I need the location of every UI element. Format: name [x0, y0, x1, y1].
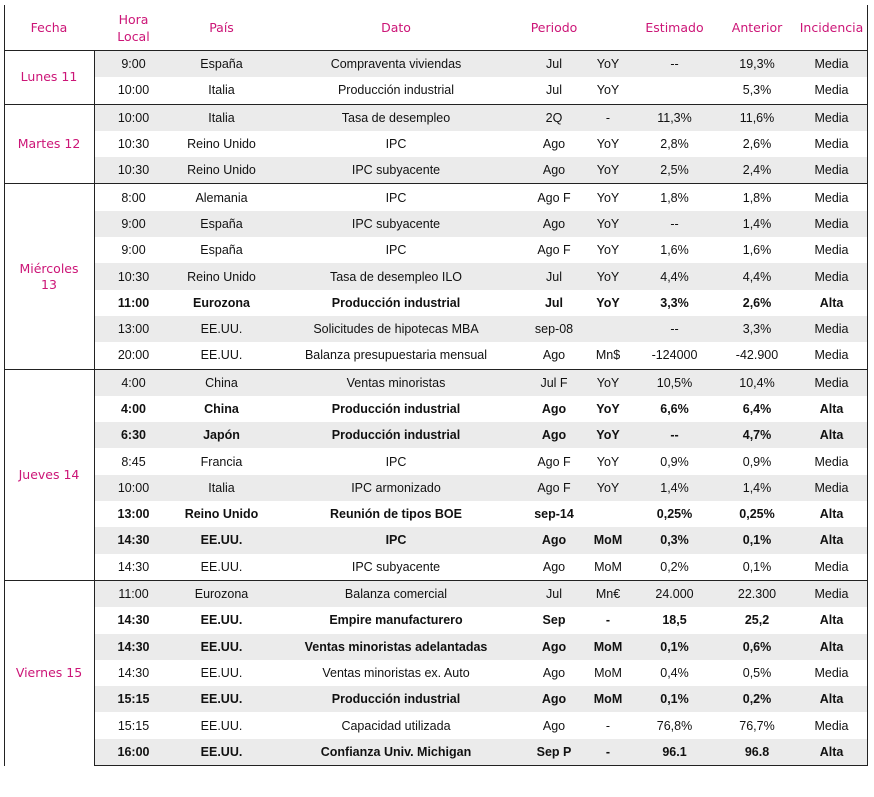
dato-cell: Reunión de tipos BOE [330, 507, 462, 522]
incidencia-cell: Alta [795, 527, 868, 553]
economic-calendar-table [4, 5, 868, 766]
anterior-cell: 1,4% [719, 475, 795, 501]
table-row [4, 396, 868, 422]
header-incidencia: Incidencia [799, 20, 864, 35]
hora-cell: 8:00 [94, 184, 173, 211]
incidencia-cell: Alta [819, 295, 844, 310]
header-estimado: Estimado [645, 20, 704, 35]
header-dato: Dato [381, 20, 411, 35]
estimado-cell: -- [630, 422, 719, 448]
table-row [4, 527, 868, 553]
estimado-cell: -- [630, 211, 719, 237]
day-label [4, 184, 94, 369]
pais-cell: Reino Unido [184, 507, 259, 522]
dato-cell: Ventas minoristas ex. Auto [322, 665, 470, 680]
header-anterior: Anterior [731, 20, 783, 35]
dato-cell: IPC [385, 454, 407, 469]
incidencia-cell: Media [795, 580, 868, 607]
dato-cell: Balanza presupuestaria mensual [304, 348, 488, 363]
estimado-cell [630, 77, 719, 104]
pais-cell: EE.UU. [200, 559, 243, 574]
pais-cell: España [200, 243, 243, 258]
hora-cell: 6:30 [94, 422, 173, 448]
anterior-cell: 0,2% [719, 686, 795, 712]
anterior-cell: 0,5% [742, 665, 772, 680]
periodo-cell: Ago [542, 137, 566, 152]
table-row [4, 316, 868, 342]
hora-cell: 8:45 [121, 454, 146, 469]
dato-cell: Solicitudes de hipotecas MBA [270, 316, 522, 342]
pais-cell: China [173, 369, 270, 396]
incidencia-cell: Alta [819, 613, 844, 628]
unidad-cell: - [586, 104, 630, 131]
anterior-cell: 5,3% [742, 83, 772, 98]
dato-cell: IPC [270, 184, 522, 211]
anterior-cell: 6,4% [742, 402, 772, 416]
periodo-cell: Ago [522, 686, 586, 712]
table-row [4, 739, 868, 766]
periodo-cell: Jul F [522, 369, 586, 396]
unidad-cell: YoY [586, 157, 630, 184]
hora-cell: 14:30 [94, 527, 173, 553]
table-row [4, 634, 868, 660]
day-label-text: Jueves 14 [18, 466, 80, 482]
table-row [4, 77, 868, 104]
table-row [4, 607, 868, 633]
dato-cell: IPC [270, 527, 522, 553]
anterior-cell: 22.300 [719, 580, 795, 607]
table-row [4, 184, 868, 211]
hora-cell: 13:00 [94, 316, 173, 342]
pais-cell: Reino Unido [187, 137, 256, 152]
incidencia-cell: Media [814, 83, 849, 98]
periodo-cell: Ago F [537, 454, 571, 469]
pais-cell: China [204, 402, 239, 416]
anterior-cell: 76,7% [739, 718, 775, 733]
header-periodo: Periodo [530, 20, 578, 35]
anterior-cell: -42.900 [735, 348, 779, 363]
pais-cell: EE.UU. [173, 634, 270, 660]
estimado-cell: 2,8% [660, 137, 689, 152]
table-row [4, 422, 868, 448]
unidad-cell: YoY [586, 369, 630, 396]
estimado-cell: 0,4% [660, 665, 689, 680]
anterior-cell: 0,1% [742, 559, 772, 574]
unidad-cell: - [586, 739, 630, 766]
hora-cell: 14:30 [94, 634, 173, 660]
pais-cell: España [173, 51, 270, 78]
hora-cell: 10:00 [94, 475, 173, 501]
dato-cell: Ventas minoristas [270, 369, 522, 396]
unidad-cell: YoY [586, 422, 630, 448]
estimado-cell: 96.1 [630, 739, 719, 766]
estimado-cell: 0,3% [630, 527, 719, 553]
anterior-cell: 3,3% [719, 316, 795, 342]
periodo-cell: Ago [542, 348, 566, 363]
day-label-text: Martes 12 [17, 136, 81, 152]
dato-cell: Balanza comercial [270, 580, 522, 607]
day-label [4, 51, 94, 105]
dato-cell: Producción industrial [331, 402, 461, 416]
periodo-cell: Jul [522, 580, 586, 607]
incidencia-cell: Media [814, 665, 849, 680]
incidencia-cell: Alta [795, 634, 868, 660]
periodo-cell: Jul [522, 51, 586, 78]
calendar-table-container [4, 5, 868, 766]
dato-cell: Confianza Univ. Michigan [270, 739, 522, 766]
pais-cell: Italia [173, 475, 270, 501]
anterior-cell: 0,25% [739, 507, 775, 522]
estimado-cell: 0,2% [660, 559, 689, 574]
incidencia-cell: Media [814, 137, 849, 152]
unidad-cell: YoY [596, 243, 620, 258]
hora-cell: 20:00 [117, 348, 150, 363]
dato-cell: IPC [385, 243, 407, 258]
table-row [4, 290, 868, 316]
hora-cell: 9:00 [94, 51, 173, 78]
anterior-cell: 19,3% [719, 51, 795, 78]
estimado-cell: 2,5% [630, 157, 719, 184]
pais-cell: EE.UU. [173, 527, 270, 553]
header-pais: País [209, 20, 234, 35]
table-row [4, 131, 868, 157]
hora-cell: 9:00 [94, 211, 173, 237]
periodo-cell: Ago [522, 634, 586, 660]
table-row [4, 342, 868, 369]
day-label [4, 580, 94, 765]
pais-cell: Alemania [173, 184, 270, 211]
dato-cell: IPC armonizado [270, 475, 522, 501]
pais-cell: Eurozona [173, 580, 270, 607]
hora-cell: 13:00 [117, 507, 150, 522]
table-row [4, 211, 868, 237]
anterior-cell: 4,4% [719, 263, 795, 289]
table-row [4, 580, 868, 607]
periodo-cell: Ago [542, 665, 566, 680]
pais-cell: Japón [173, 422, 270, 448]
estimado-cell: 1,4% [630, 475, 719, 501]
anterior-cell: 2,6% [742, 295, 772, 310]
unidad-cell: MoM [594, 665, 622, 680]
estimado-cell: 1,8% [630, 184, 719, 211]
hora-cell: 14:30 [117, 665, 150, 680]
table-row [4, 554, 868, 581]
table-row [4, 475, 868, 501]
anterior-cell: 4,7% [719, 422, 795, 448]
pais-cell: Italia [173, 104, 270, 131]
table-row [4, 712, 868, 738]
hora-cell: 10:00 [117, 83, 150, 98]
dato-cell: Producción industrial [270, 686, 522, 712]
unidad-cell: MoM [586, 634, 630, 660]
estimado-cell: -124000 [651, 348, 698, 363]
unidad-cell: Mn$ [595, 348, 621, 363]
pais-cell: EE.UU. [200, 718, 243, 733]
unidad-cell: MoM [586, 686, 630, 712]
day-label-text: Lunes 11 [20, 69, 78, 85]
anterior-cell: 25,2 [744, 613, 770, 628]
incidencia-cell: Media [795, 184, 868, 211]
periodo-cell: Ago [522, 422, 586, 448]
incidencia-cell: Alta [795, 739, 868, 766]
dato-cell: Empire manufacturero [329, 613, 463, 628]
unidad-cell: YoY [586, 263, 630, 289]
day-label [4, 104, 94, 184]
periodo-cell: Ago [542, 559, 566, 574]
anterior-cell: 11,6% [719, 104, 795, 131]
hora-cell: 16:00 [94, 739, 173, 766]
dato-cell: Producción industrial [337, 83, 455, 98]
table-row [4, 501, 868, 527]
pais-cell: Eurozona [193, 295, 250, 310]
estimado-cell: 24.000 [630, 580, 719, 607]
pais-cell: EE.UU. [173, 739, 270, 766]
table-row [4, 448, 868, 474]
hora-cell: 11:00 [94, 580, 173, 607]
unidad-cell: YoY [596, 83, 620, 98]
incidencia-cell: Alta [795, 686, 868, 712]
estimado-cell: 3,3% [660, 295, 689, 310]
table-row [4, 660, 868, 686]
unidad-cell: MoM [594, 559, 622, 574]
unidad-cell: MoM [586, 527, 630, 553]
dato-cell: Producción industrial [331, 295, 461, 310]
estimado-cell: -- [630, 316, 719, 342]
anterior-cell: 10,4% [719, 369, 795, 396]
pais-cell: Italia [208, 83, 235, 98]
hora-cell: 10:30 [94, 263, 173, 289]
anterior-cell: 0,1% [719, 527, 795, 553]
estimado-cell: 76,8% [656, 718, 693, 733]
hora-cell: 14:30 [117, 559, 150, 574]
anterior-cell: 1,8% [719, 184, 795, 211]
estimado-cell: 6,6% [660, 402, 689, 416]
hora-cell: 4:00 [94, 369, 173, 396]
dato-cell: Compraventa viviendas [270, 51, 522, 78]
incidencia-cell: Alta [819, 402, 844, 416]
day-label-text: Viernes 15 [15, 665, 83, 681]
estimado-cell: 10,5% [630, 369, 719, 396]
hora-cell: 11:00 [117, 295, 150, 310]
estimado-cell: 1,6% [660, 243, 689, 258]
pais-cell: EE.UU. [200, 665, 243, 680]
header-unidad [586, 5, 630, 51]
unidad-cell: YoY [596, 137, 620, 152]
dato-cell: IPC subyacente [351, 559, 441, 574]
unidad-cell: YoY [586, 475, 630, 501]
periodo-cell: Ago F [537, 243, 571, 258]
table-row [4, 237, 868, 263]
hora-cell: 10:00 [94, 104, 173, 131]
periodo-cell: Ago [541, 402, 567, 416]
incidencia-cell: Media [795, 51, 868, 78]
hora-cell: 15:15 [94, 686, 173, 712]
unidad-cell: - [605, 613, 611, 628]
incidencia-cell: Alta [795, 422, 868, 448]
header-hora-local [94, 5, 173, 51]
incidencia-cell: Media [814, 348, 849, 363]
hora-cell: 15:15 [117, 718, 150, 733]
unidad-cell: YoY [586, 51, 630, 78]
unidad-cell: YoY [586, 184, 630, 211]
pais-cell: España [173, 211, 270, 237]
periodo-cell: 2Q [522, 104, 586, 131]
unidad-cell [586, 501, 630, 527]
periodo-cell: Ago [542, 718, 566, 733]
estimado-cell: 0,25% [656, 507, 693, 522]
unidad-cell: YoY [596, 295, 620, 310]
incidencia-cell: Media [795, 104, 868, 131]
pais-cell: Francia [200, 454, 243, 469]
anterior-cell: 1,4% [719, 211, 795, 237]
dato-cell: IPC subyacente [270, 157, 522, 184]
incidencia-cell: Media [814, 559, 849, 574]
dato-cell: IPC [385, 137, 407, 152]
periodo-cell: Ago [522, 157, 586, 184]
hora-cell: 10:30 [94, 157, 173, 184]
dato-cell: IPC subyacente [270, 211, 522, 237]
day-label [4, 369, 94, 580]
incidencia-cell: Media [795, 211, 868, 237]
pais-cell: EE.UU. [173, 316, 270, 342]
hora-cell: 10:30 [117, 137, 150, 152]
estimado-cell: 0,1% [630, 634, 719, 660]
hora-cell: 9:00 [121, 243, 146, 258]
incidencia-cell: Media [814, 718, 849, 733]
dato-cell: Capacidad utilizada [341, 718, 451, 733]
incidencia-cell: Media [795, 157, 868, 184]
dato-cell: Tasa de desempleo [270, 104, 522, 131]
date-column-divider [94, 51, 95, 766]
periodo-cell: Ago [522, 527, 586, 553]
incidencia-cell: Media [795, 369, 868, 396]
anterior-cell: 0,6% [719, 634, 795, 660]
incidencia-cell: Media [795, 263, 868, 289]
hora-cell: 4:00 [120, 402, 147, 416]
periodo-cell: Ago F [522, 184, 586, 211]
periodo-cell: Jul [522, 263, 586, 289]
header-fecha: Fecha [30, 20, 68, 35]
table-row [4, 51, 868, 78]
hora-cell: 14:30 [117, 613, 150, 628]
periodo-cell: sep-08 [522, 316, 586, 342]
table-row [4, 686, 868, 712]
anterior-cell: 1,6% [742, 243, 772, 258]
day-label-text: Miércoles 13 [19, 260, 79, 292]
periodo-cell: Jul [544, 295, 564, 310]
unidad-cell: YoY [586, 211, 630, 237]
incidencia-cell: Alta [819, 507, 844, 522]
dato-cell: Ventas minoristas adelantadas [270, 634, 522, 660]
table-body [4, 51, 868, 766]
periodo-cell: sep-14 [534, 507, 574, 522]
table-row [4, 104, 868, 131]
periodo-cell: Sep P [522, 739, 586, 766]
anterior-cell: 0,9% [742, 454, 772, 469]
dato-cell: Tasa de desempleo ILO [270, 263, 522, 289]
incidencia-cell: Media [814, 454, 849, 469]
periodo-cell: Ago [522, 211, 586, 237]
incidencia-cell: Media [795, 475, 868, 501]
unidad-cell: Mn€ [586, 580, 630, 607]
incidencia-cell: Media [795, 316, 868, 342]
unidad-cell: YoY [596, 402, 620, 416]
anterior-cell: 2,6% [742, 137, 772, 152]
anterior-cell: 96.8 [719, 739, 795, 766]
pais-cell: Reino Unido [173, 263, 270, 289]
estimado-cell: 0,9% [660, 454, 689, 469]
dato-cell: Producción industrial [270, 422, 522, 448]
estimado-cell: 4,4% [630, 263, 719, 289]
pais-cell: EE.UU. [200, 613, 243, 628]
unidad-cell: YoY [596, 454, 620, 469]
unidad-cell: - [605, 718, 611, 733]
unidad-cell [586, 316, 630, 342]
anterior-cell: 2,4% [719, 157, 795, 184]
estimado-cell: 11,3% [630, 104, 719, 131]
periodo-cell: Jul [546, 83, 562, 98]
header-hora-text: Hora Local [117, 11, 150, 44]
header-row [4, 5, 868, 51]
table-row [4, 157, 868, 184]
incidencia-cell: Media [814, 243, 849, 258]
pais-cell: EE.UU. [173, 686, 270, 712]
pais-cell: Reino Unido [173, 157, 270, 184]
estimado-cell: 0,1% [630, 686, 719, 712]
periodo-cell: Ago F [522, 475, 586, 501]
estimado-cell: -- [630, 51, 719, 78]
periodo-cell: Sep [542, 613, 566, 628]
pais-cell: EE.UU. [200, 348, 243, 363]
table-row [4, 263, 868, 289]
estimado-cell: 18,5 [662, 613, 687, 628]
table-row [4, 369, 868, 396]
